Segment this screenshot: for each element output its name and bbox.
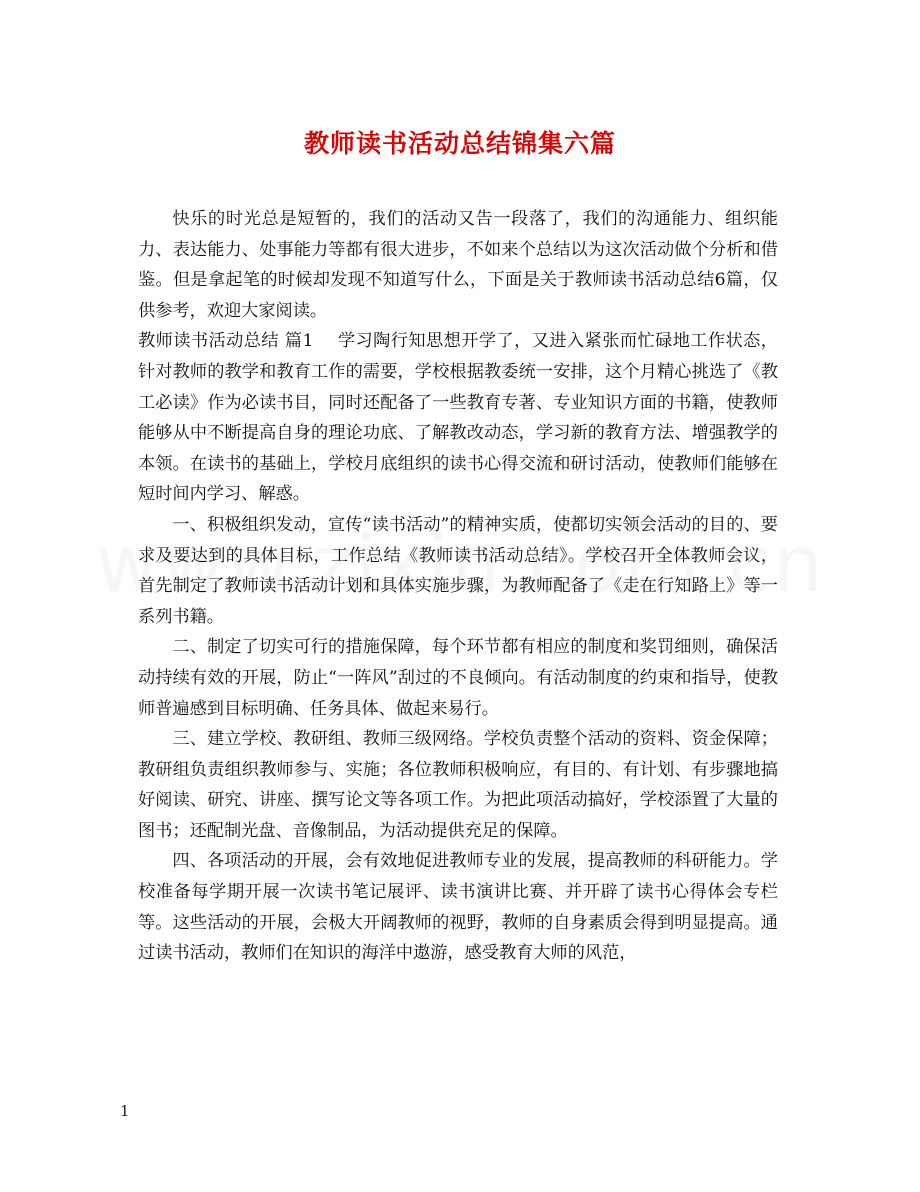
intro-paragraph: 快乐的时光总是短暂的，我们的活动又告一段落了，我们的沟通能力、组织能力、表达能力、处事能力等都有很大进步，不如来个总结以为这次活动做个分析和借鉴。但是拿起笔的时候却发现不知道写什么，下面是关于教师读书活动总结6篇，仅供参考，欢迎大家阅读。: [138, 209, 778, 321]
document-title: 教师读书活动总结锦集六篇: [303, 129, 616, 158]
paragraph-four: 四、各项活动的开展，会有效地促进教师专业的发展，提高教师的科研能力。学校准备每学期开展一次读书笔记展评、读书演讲比赛、并开辟了读书心得体会专栏等。这些活动的开展，会极大开阔教师的视野，教师的自身素质会得到明显提高。通过读书活动，教师们在知识的海洋中遨游，感受教育大师的风范，: [138, 851, 778, 964]
section-heading: 教师读书活动总结 篇1: [138, 331, 314, 352]
document-body: [138, 204, 778, 969]
paragraph-one: 一、积极组织发动，宣传“读书活动”的精神实质，使都切实领会活动的目的、要求及要达到的具体目标，工作总结《教师读书活动总结》。学校召开全体教师会议，首先制定了教师读书活动计划和具体实施步骤，为教师配备了《走在行知路上》等一系列书籍。: [138, 514, 778, 627]
section-first-paragraph: [138, 326, 778, 510]
page-number: 1: [120, 1102, 130, 1120]
paragraph-three: 三、建立学校、教研组、教师三级网络。学校负责整个活动的资料、资金保障；教研组负责组织教师参与、实施；各位教师积极响应，有目的、有计划、有步骤地搞好阅读、研究、讲座、撰写论文等各项工作。为把此项活动搞好，学校添置了大量的图书；还配制光盘、音像制品，为活动提供充足的保障。: [138, 729, 778, 841]
section-first-text: 学习陶行知思想开学了，又进入紧张而忙碌地工作状态，针对教师的教学和教育工作的需要，学校根据教委统一安排，这个月精心挑选了《教工必读》作为必读书目，同时还配备了一些教育专著、专业知识方面的书籍，使教师能够从中不断提高自身的理论功底、了解教改动态，学习新的教育方法、增强教学的本领。在读书的基础上，学校月底组织的读书心得交流和研讨活动，使教师们能够在短时间内学习、解惑。: [138, 331, 778, 505]
paragraph-two: 二、制定了切实可行的措施保障，每个环节都有相应的制度和奖罚细则，确保活动持续有效的开展，防止“一阵风”刮过的不良倾向。有活动制度的约束和指导，使教师普遍感到目标明确、任务具体、做起来易行。: [138, 637, 778, 719]
